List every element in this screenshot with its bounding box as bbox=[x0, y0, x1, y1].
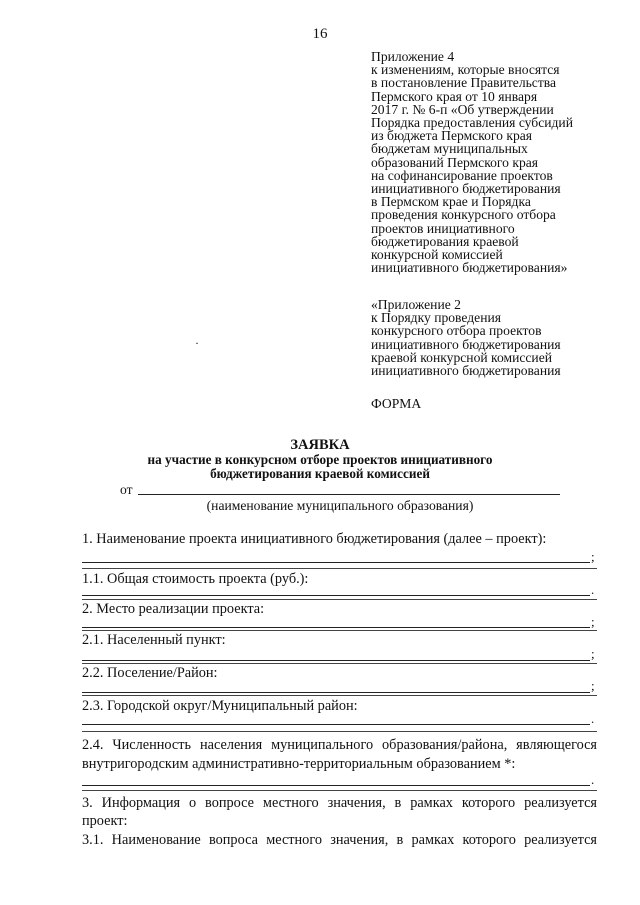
separator bbox=[82, 599, 597, 600]
field-3-1-label: 3.1. Наименование вопроса местного значения, в рамках которого реализуется bbox=[82, 832, 597, 848]
field-2-3-fill-line[interactable] bbox=[82, 724, 590, 725]
appendix-4-line: к изменениям, которые вносятся bbox=[371, 62, 560, 78]
title-line-2: бюджетирования краевой комиссией bbox=[210, 465, 430, 481]
page-number: 16 bbox=[312, 26, 328, 42]
appendix-2-block bbox=[371, 298, 633, 377]
appendix-4-line: инициативного бюджетирования» bbox=[371, 260, 568, 276]
field-2-2-fill-line[interactable] bbox=[82, 692, 590, 693]
stray-dot: · bbox=[195, 336, 199, 350]
field-2-label: 2. Место реализации проекта: bbox=[82, 601, 265, 617]
field-2-4-label-line-2: внутригородским административно-территориальным образованием *: bbox=[82, 756, 516, 772]
appendix-4-line: образований Пермского края bbox=[371, 154, 539, 170]
appendix-2-line: инициативного бюджетирования bbox=[371, 363, 561, 379]
field-2-2-semicolon: ; bbox=[591, 678, 595, 693]
appendix-2-line: к Порядку проведения bbox=[371, 310, 502, 326]
field-1-1-label: 1.1. Общая стоимость проекта (руб.): bbox=[82, 571, 309, 587]
document-title bbox=[0, 437, 640, 480]
field-2-1-label: 2.1. Населенный пункт: bbox=[82, 632, 226, 648]
field-1-semicolon: ; bbox=[591, 549, 595, 564]
appendix-4-line: на софинансирование проектов bbox=[371, 167, 553, 183]
appendix-4-line: бюджетирования краевой bbox=[371, 233, 519, 249]
appendix-4-line: конкурсной комиссией bbox=[371, 247, 503, 263]
municipality-fill-line[interactable] bbox=[138, 494, 560, 495]
municipality-caption: (наименование муниципального образования) bbox=[206, 498, 474, 513]
appendix-4-line: Порядка предоставления субсидий bbox=[371, 115, 573, 131]
appendix-2-line: краевой конкурсной комиссией bbox=[371, 349, 553, 365]
appendix-4-line: Приложение 4 bbox=[371, 49, 455, 64]
field-2-semicolon: ; bbox=[591, 614, 595, 629]
appendix-4-line: проведения конкурсного отбора bbox=[371, 207, 556, 223]
field-2-4-label-line-1: 2.4. Численность населения муниципального образования/района, являющегося bbox=[82, 737, 597, 753]
appendix-4-line: инициативного бюджетирования bbox=[371, 181, 561, 197]
appendix-4-line: в Пермском крае и Порядка bbox=[371, 194, 531, 210]
separator bbox=[82, 663, 597, 664]
field-1-1-period: . bbox=[591, 582, 595, 597]
field-1-1-fill-line[interactable] bbox=[82, 595, 590, 596]
appendix-4-line: 2017 г. № 6-п «Об утверждении bbox=[371, 101, 554, 117]
appendix-4-line: бюджетам муниципальных bbox=[371, 141, 528, 157]
field-1-fill-line[interactable] bbox=[82, 562, 590, 563]
field-3-label-line-2: проект: bbox=[82, 813, 128, 829]
appendix-4-line: Пермского края от 10 января bbox=[371, 88, 538, 104]
separator bbox=[82, 568, 597, 569]
appendix-2-line: инициативного бюджетирования bbox=[371, 336, 561, 352]
from-label: от bbox=[120, 482, 133, 497]
field-2-fill-line[interactable] bbox=[82, 627, 590, 628]
title-main: ЗАЯВКА bbox=[290, 437, 350, 453]
field-3-label-line-1: 3. Информация о вопросе местного значения, в рамках которого реализуется bbox=[82, 795, 597, 811]
appendix-4-line: в постановление Правительства bbox=[371, 75, 557, 91]
separator bbox=[82, 790, 597, 791]
field-2-1-fill-line[interactable] bbox=[82, 660, 590, 661]
field-1-label: 1. Наименование проекта инициативного бюджетирования (далее – проект): bbox=[82, 531, 547, 547]
appendix-4-line: проектов инициативного bbox=[371, 220, 515, 236]
field-2-3-period: . bbox=[591, 711, 595, 726]
field-2-4-fill-line[interactable] bbox=[82, 785, 590, 786]
separator bbox=[82, 630, 597, 631]
separator bbox=[82, 731, 597, 732]
separator bbox=[82, 695, 597, 696]
form-label: ФОРМА bbox=[371, 396, 422, 411]
appendix-4-line: из бюджета Пермского края bbox=[371, 128, 533, 144]
title-line-1: на участие в конкурсном отборе проектов инициативного bbox=[147, 452, 493, 467]
field-2-1-semicolon: ; bbox=[591, 646, 595, 661]
appendix-4-block bbox=[371, 50, 633, 274]
field-2-2-label: 2.2. Поселение/Район: bbox=[82, 665, 218, 681]
appendix-2-line: «Приложение 2 bbox=[371, 297, 461, 312]
appendix-2-line: конкурсного отбора проектов bbox=[371, 323, 542, 339]
field-2-4-period: . bbox=[591, 772, 595, 787]
field-2-3-label: 2.3. Городской округ/Муниципальный район: bbox=[82, 698, 358, 714]
